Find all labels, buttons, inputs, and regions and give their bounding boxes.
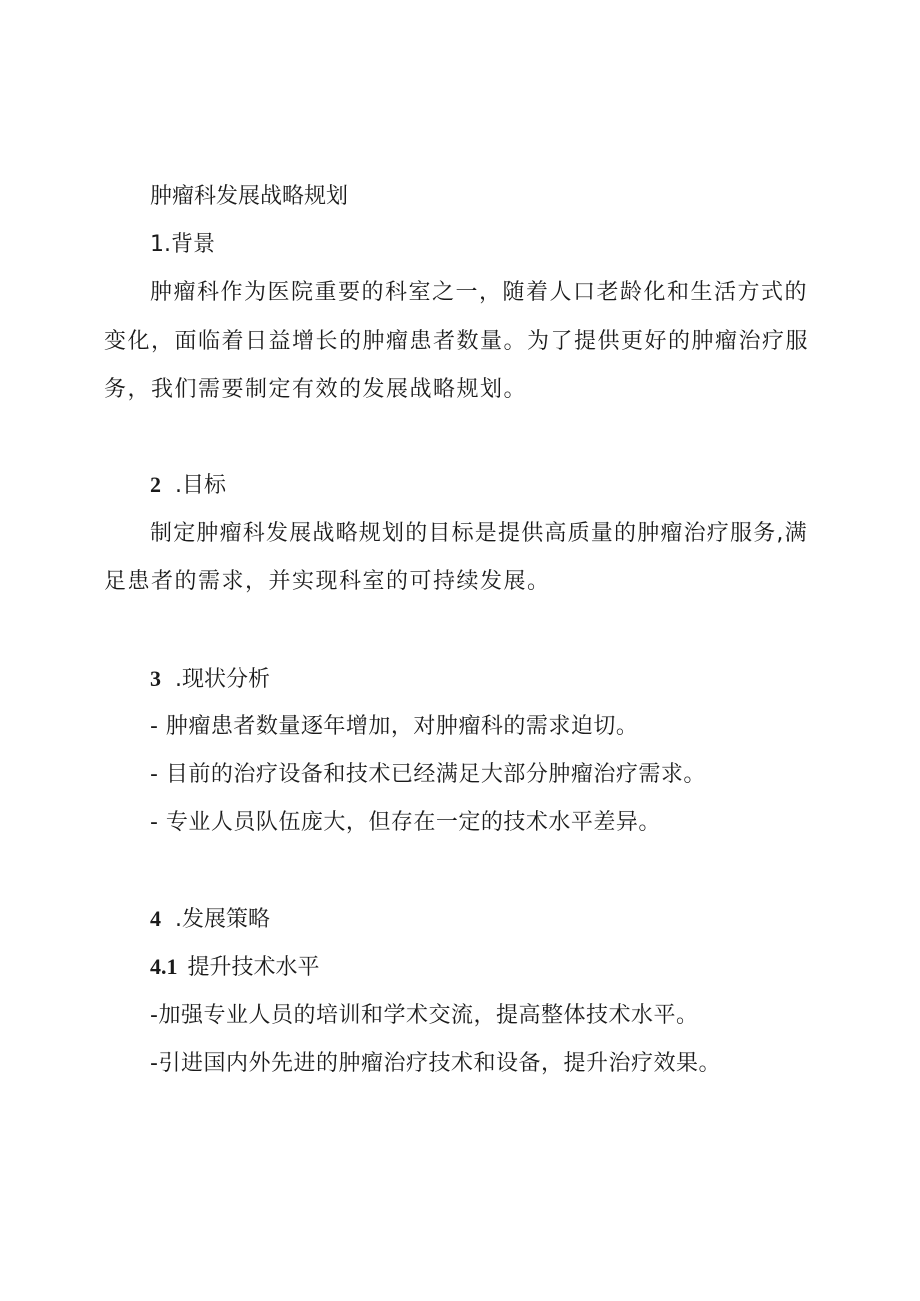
section-3-number: 3 (150, 666, 161, 691)
section-1-paragraph-line-1: 肿瘤科作为医院重要的科室之一，随着人口老龄化和生活方式的 (150, 280, 809, 305)
section-3-bullet-1: - 肿瘤患者数量逐年增加，对肿瘤科的需求迫切。 (150, 714, 639, 739)
subsection-4-1-bullet-1: -加强专业人员的培训和学术交流，提高整体技术水平。 (150, 1003, 699, 1028)
section-2-paragraph-line-2: 足患者的需求，并实现科室的可持续发展。 (104, 569, 551, 594)
subsection-4-1-bullet-2: -引进国内外先进的肿瘤治疗技术和设备，提升治疗效果。 (150, 1051, 721, 1076)
section-3-title: .现状分析 (175, 667, 270, 692)
section-1-heading (150, 230, 215, 260)
section-1-paragraph-line-3: 务，我们需要制定有效的发展战略规划。 (104, 377, 528, 402)
section-4-number: 4 (150, 906, 161, 931)
section-4-heading (150, 904, 270, 935)
section-3-bullet-2: - 目前的治疗设备和技术已经满足大部分肿瘤治疗需求。 (150, 762, 706, 787)
section-1-title: 背景 (171, 232, 216, 257)
section-2-title: .目标 (175, 473, 226, 498)
section-2-paragraph-line-1: 制定肿瘤科发展战略规划的目标是提供高质量的肿瘤治疗服务,满 (150, 521, 808, 546)
subsection-4-1-heading (150, 952, 320, 983)
subsection-4-1-title: 提升技术水平 (187, 955, 320, 980)
section-3-heading (150, 664, 270, 695)
section-2-number: 2 (150, 472, 161, 497)
section-2-heading (150, 470, 226, 501)
section-1-number: 1. (150, 232, 171, 257)
section-4-title: .发展策略 (175, 907, 270, 932)
section-3-bullet-3: - 专业人员队伍庞大，但存在一定的技术水平差异。 (150, 810, 661, 835)
section-1-paragraph-line-2: 变化，面临着日益增长的肿瘤患者数量。为了提供更好的肿瘤治疗服 (104, 329, 810, 354)
document-title: 肿瘤科发展战略规划 (150, 184, 349, 209)
subsection-4-1-number: 4.1 (150, 954, 178, 979)
